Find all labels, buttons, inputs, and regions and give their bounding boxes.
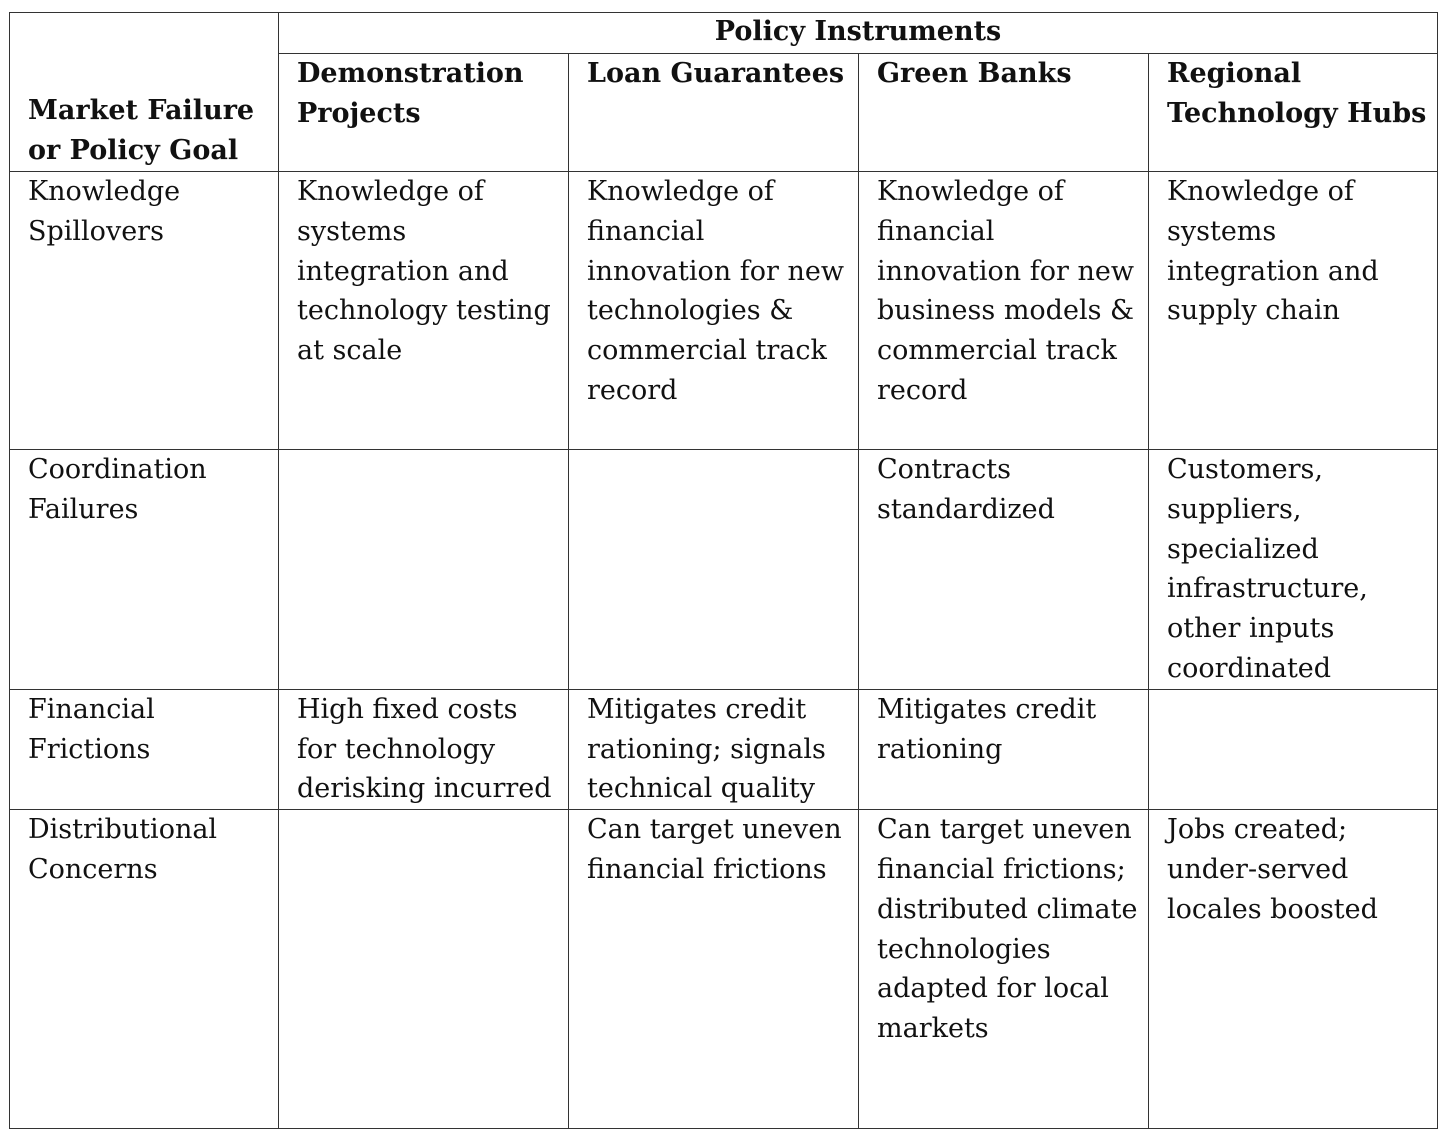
table-row (10, 172, 1438, 450)
table-cell: Mitigates credit rationing (859, 689, 1149, 809)
table-cell: Jobs created; under-served locales boosted (1149, 810, 1438, 1129)
table-cell: Can target uneven financial frictions; distributed climate technologies adapted for local markets (859, 810, 1149, 1129)
table-cell: Knowledge of financial innovation for new technologies & commercial track record (569, 172, 859, 450)
table-cell: High fixed costs for technology derisking incurred (279, 689, 569, 809)
policy-instruments-table (9, 12, 1438, 1129)
column-header-demonstration-projects: Demonstration Projects (279, 54, 569, 172)
table-cell: Customers, suppliers, specialized infrastructure, other inputs coordinated (1149, 450, 1438, 690)
column-header-regional-technology-hubs: Regional Technology Hubs (1149, 54, 1438, 172)
table-cell: Knowledge of systems integration and technology testing at scale (279, 172, 569, 450)
table-row (10, 810, 1438, 1129)
table-cell (279, 450, 569, 690)
table-cell: Knowledge of systems integration and supply chain (1149, 172, 1438, 450)
row-header-financial-frictions: Financial Frictions (10, 689, 279, 809)
table-row (10, 450, 1438, 690)
table-row (10, 689, 1438, 809)
row-header-coordination-failures: Coordination Failures (10, 450, 279, 690)
row-header-distributional-concerns: Distributional Concerns (10, 810, 279, 1129)
table-cell: Contracts standardized (859, 450, 1149, 690)
corner-header: Market Failure or Policy Goal (10, 13, 279, 172)
column-header-loan-guarantees: Loan Guarantees (569, 54, 859, 172)
table-cell: Knowledge of financial innovation for new business models & commercial track record (859, 172, 1149, 450)
policy-instruments-header: Policy Instruments (279, 13, 1438, 54)
table-cell: Mitigates credit rationing; signals technical quality (569, 689, 859, 809)
table-cell: Can target uneven financial frictions (569, 810, 859, 1129)
table-cell (1149, 689, 1438, 809)
table-cell (279, 810, 569, 1129)
group-header-row (10, 13, 1438, 54)
column-header-green-banks: Green Banks (859, 54, 1149, 172)
table-cell (569, 450, 859, 690)
row-header-knowledge-spillovers: Knowledge Spillovers (10, 172, 279, 450)
